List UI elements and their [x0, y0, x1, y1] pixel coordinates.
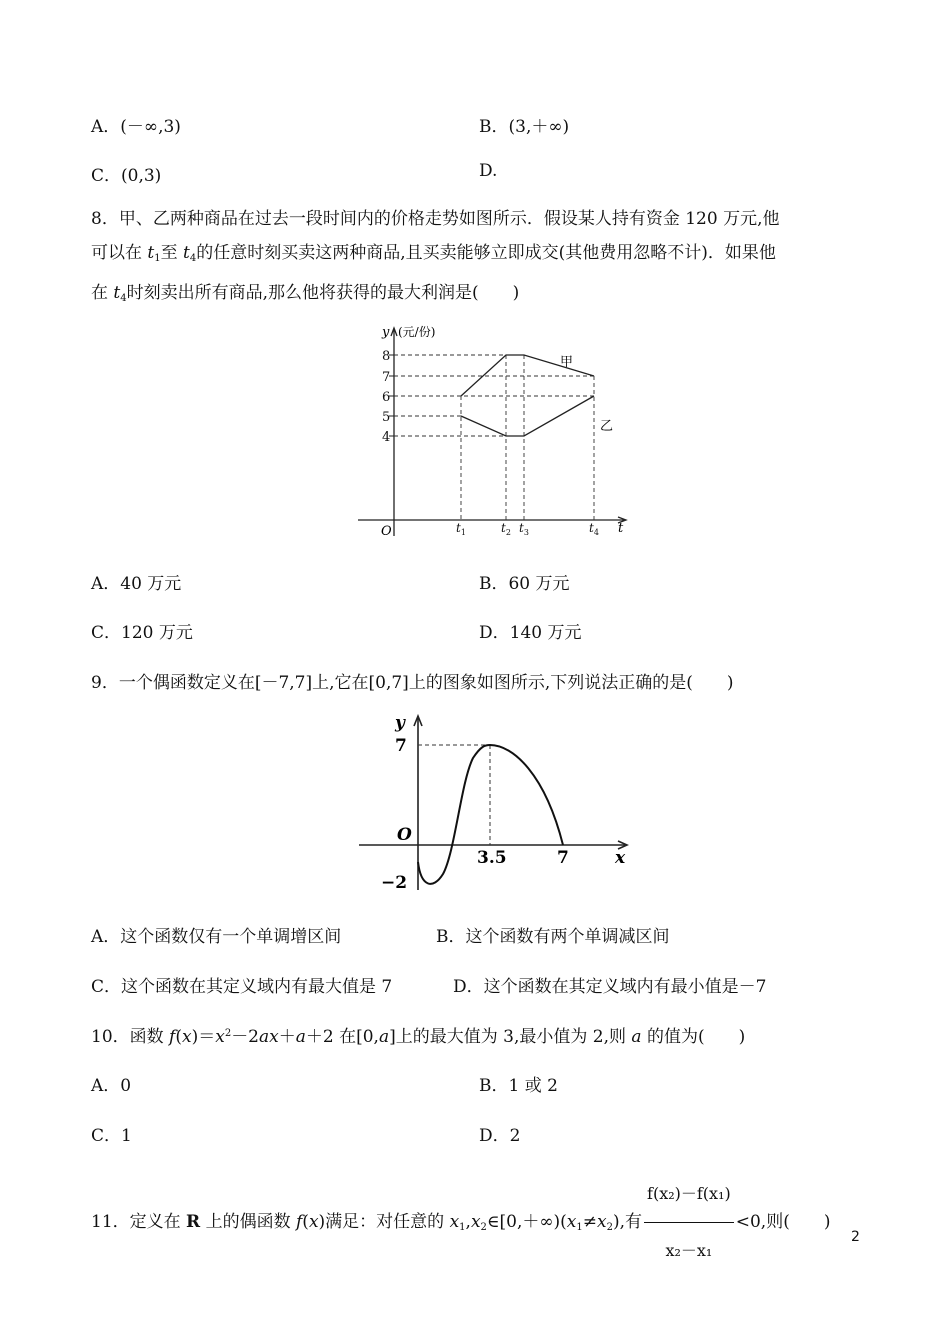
chart1-series-label-yi: 乙 — [600, 419, 614, 434]
q10-option-b: B．1 或 2 — [479, 1076, 558, 1096]
chart1-xtick-t4: $t_4$ — [589, 521, 599, 537]
chart1-series-label-jia: 甲 — [560, 355, 574, 370]
q11-stem: 11．定义在 R 上的偶函数 f(x)满足：对任意的 $x_1,x_2\in[0,+\infty)(x_1\ne x_2)$,有 $\frac{\text{f(x₂)－f(x₁)}}{\text{x₂－x₁}}$ <0,则( ) — [91, 1166, 830, 1279]
function-graph — [355, 712, 635, 894]
chart2-x-mid-tick: 3.5 — [477, 848, 507, 868]
q10-stem: 10．函数 $f(x)=x^2-2ax+a+2$ 在[0,a]上的最大值为 3,最小值为 2,则 a 的值为( ) — [91, 1027, 746, 1047]
chart2-origin: O — [397, 825, 412, 845]
q8-option-b: B．60 万元 — [479, 574, 570, 594]
price-trend-chart — [356, 318, 636, 544]
q7-option-b: B．(3,＋∞) — [479, 117, 570, 137]
q9-stem: 9．一个偶函数定义在[－7,7]上,它在[0,7]上的图象如图所示,下列说法正确的是( ) — [91, 673, 734, 693]
q7-option-c: C．(0,3) — [91, 166, 162, 186]
q8-line-1: 8．甲、乙两种商品在过去一段时间内的价格走势如图所示．假设某人持有资金 120 万元,他 — [91, 209, 780, 229]
chart1-series-jia — [461, 355, 594, 396]
q11-fraction — [644, 1166, 734, 1279]
q8-line-2: 可以在 $t_1$至 $t_4$的任意时刻买卖这两种商品,且买卖能够立即成交(其他费用忽略不计)．如果他 — [91, 243, 776, 264]
chart2-x-label: x — [615, 848, 626, 868]
chart2-y-label: y — [395, 713, 405, 733]
q7-option-d: D. — [479, 161, 498, 181]
q8-option-c: C．120 万元 — [91, 623, 193, 643]
chart2-y-top-tick: 7 — [395, 736, 407, 756]
chart1-xtick-t3: $t_3$ — [519, 521, 529, 537]
chart1-ytick-5: 5 — [382, 410, 391, 425]
chart2-y-bottom-tick: −2 — [381, 873, 408, 893]
q11-numerator: f(x₂)－f(x₁) — [644, 1166, 734, 1223]
chart1-series-yi — [461, 396, 594, 436]
q8-stem — [91, 202, 861, 316]
chart1-ytick-7: 7 — [382, 370, 391, 385]
chart1-y-label: y — [382, 325, 390, 340]
q10-option-a: A．0 — [91, 1076, 132, 1096]
q8-line-3: 在 $t_4$时刻卖出所有商品,那么他将获得的最大利润是( ) — [91, 283, 520, 304]
q9-option-a: A．这个函数仅有一个单调增区间 — [91, 927, 342, 947]
chart1-ytick-8: 8 — [382, 349, 391, 364]
q10-option-d: D．2 — [479, 1126, 521, 1146]
chart1-ytick-4: 4 — [382, 430, 391, 445]
chart1-xtick-t2: $t_2$ — [501, 521, 511, 537]
q11-denominator: x₂－x₁ — [665, 1241, 713, 1260]
q9-option-b: B．这个函数有两个单调减区间 — [436, 927, 670, 947]
q8-option-d: D．140 万元 — [479, 623, 582, 643]
q9-option-d: D．这个函数在其定义域内有最小值是－7 — [453, 977, 767, 997]
chart1-xtick-t1: $t_1$ — [456, 521, 466, 537]
chart1-origin: O — [381, 524, 392, 539]
chart1-y-unit: (元/份) — [398, 325, 436, 339]
chart1-x-label: t — [618, 521, 624, 536]
chart1-ytick-6: 6 — [382, 390, 391, 405]
q8-option-a: A．40 万元 — [91, 574, 182, 594]
q9-option-c: C．这个函数在其定义域内有最大值是 7 — [91, 977, 393, 997]
page-number: 2 — [851, 1229, 860, 1245]
chart2-x-end-tick: 7 — [557, 848, 569, 868]
q7-option-a: A．(－∞,3) — [91, 117, 181, 137]
q10-option-c: C．1 — [91, 1126, 132, 1146]
